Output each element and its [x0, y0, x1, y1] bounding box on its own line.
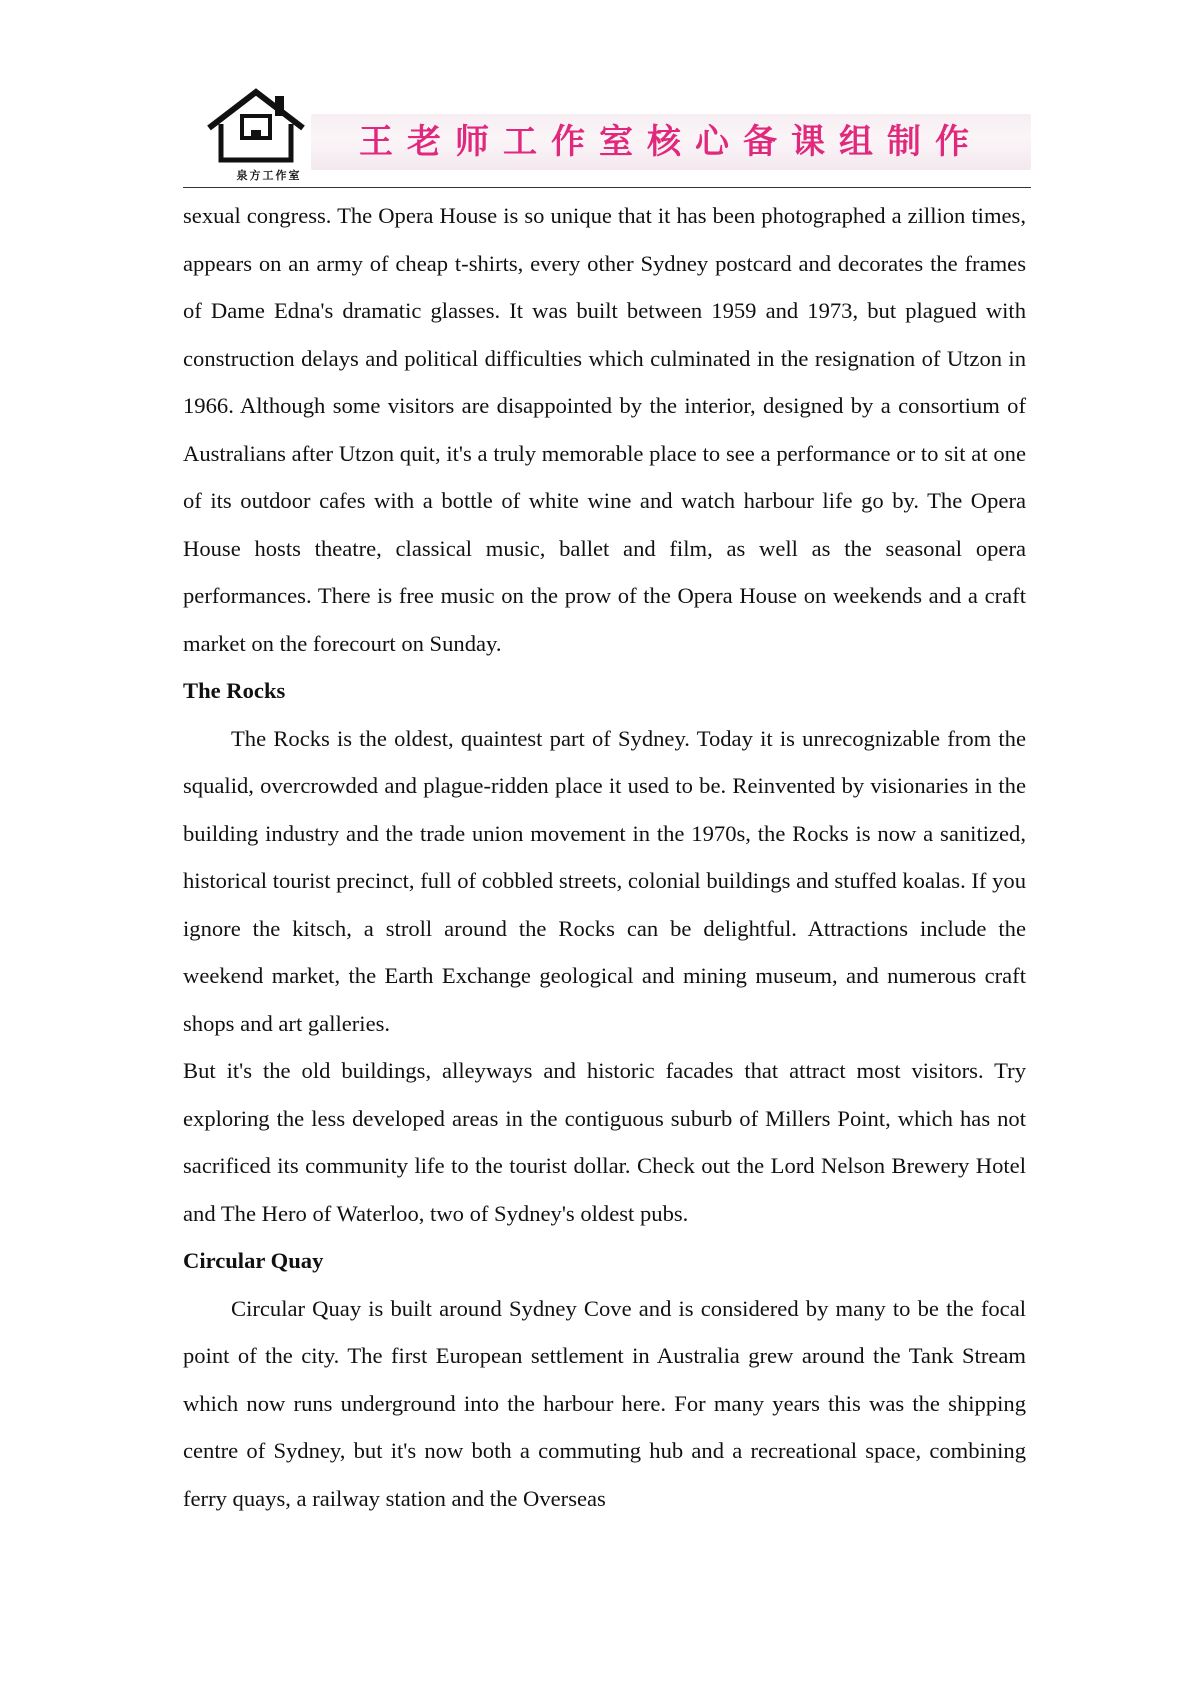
banner-title: 王老师工作室核心备课组制作 [359, 122, 983, 162]
paragraph-rocks-intro: The Rocks is the oldest, quaintest part of Sydney. Today it is unrecognizable from the squalid, overcrowded and plague-ridden place it used to be. Reinvented by visionaries in the building industry and the trade union movement in the 1970s, the Rocks is now a sanitized, historical tourist precinct, full of cobbled streets, colonial buildings and stuffed koalas. If you ignore the kitsch, a stroll around the Rocks can be delightful. Attractions include the weekend market, the Earth Exchange geological and mining museum, and numerous craft shops and art galleries. [183, 725, 1026, 1036]
paragraph-rocks-buildings: But it's the old buildings, alleyways and historic facades that attract most visitors. Try exploring the less developed areas in the contiguous suburb of Millers Point, which has not sacrificed its community life to the tourist dollar. Check out the Lord Nelson Brewery Hotel and The Hero of Waterloo, two of Sydney's oldest pubs. [183, 1058, 1026, 1226]
header-banner [311, 114, 1031, 170]
paragraph-circular-quay: Circular Quay is built around Sydney Cove and is considered by many to be the focal point of the city. The first European settlement in Australia grew around the Tank Stream which now runs underground into the harbour here. For many years this was the shipping centre of Sydney, but it's now both a commuting hub and a recreational space, combining ferry quays, a railway station and the Overseas [183, 1295, 1026, 1511]
paragraph-opera-house: sexual congress. The Opera House is so unique that it has been photographed a zillion times, appears on an army of cheap t-shirts, every other Sydney postcard and decorates the frames of Dame Edna's dramatic glasses. It was built between 1959 and 1973, but plagued with construction delays and political difficulties which culminated in the resignation of Utzon in 1966. Although some visitors are disappointed by the interior, designed by a consortium of Australians after Utzon quit, it's a truly memorable place to see a performance or to sit at one of its outdoor cafes with a bottle of white wine and watch harbour life go by. The Opera House hosts theatre, classical music, ballet and film, as well as the seasonal opera performances. There is free music on the prow of the Opera House on weekends and a craft market on the forecourt on Sunday. [183, 203, 1026, 656]
logo-caption: 泉方工作室 [236, 169, 302, 182]
page-header [183, 84, 1031, 188]
house-logo [201, 84, 311, 188]
document-body [183, 192, 1026, 1522]
section-heading-circular-quay: Circular Quay [183, 1248, 324, 1273]
section-heading-rocks: The Rocks [183, 678, 286, 703]
house-icon [201, 84, 311, 168]
header-divider [183, 187, 1031, 188]
